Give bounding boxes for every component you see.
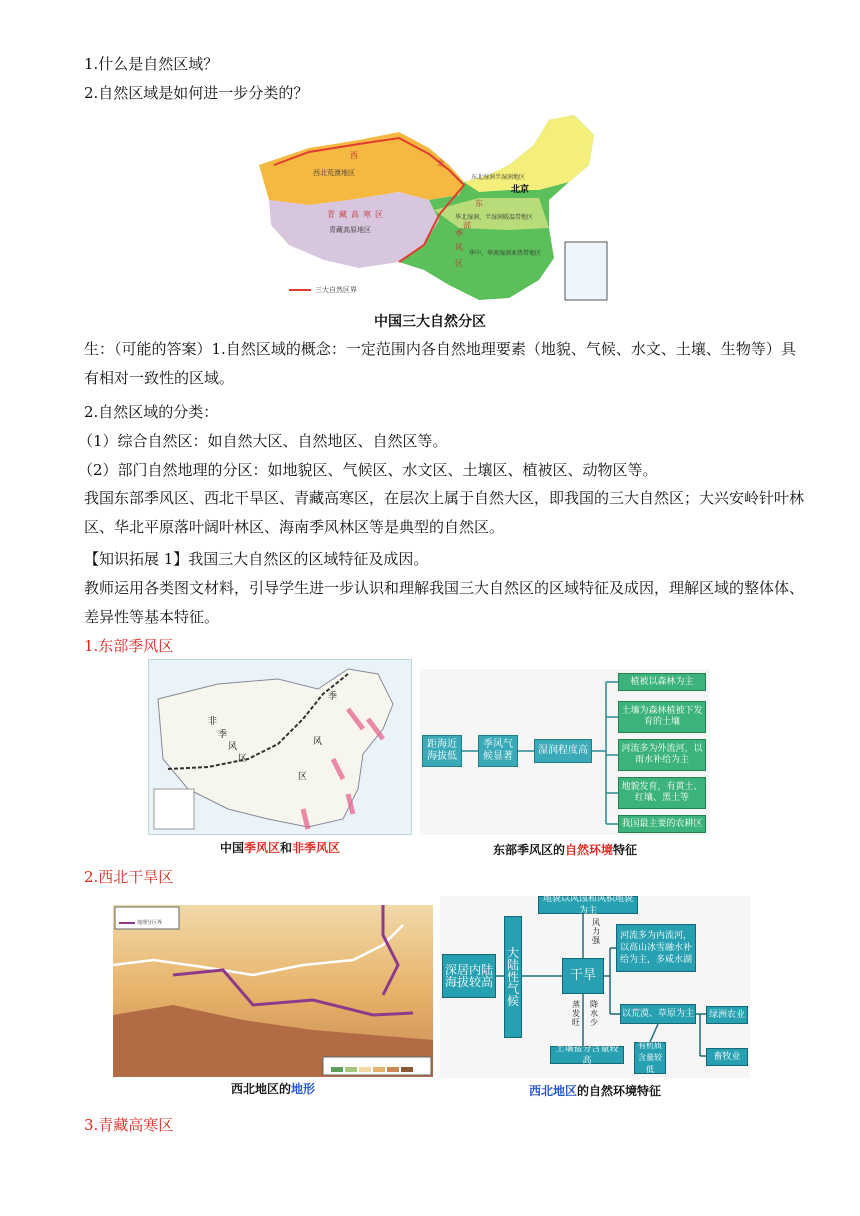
flow-arrows [440, 896, 750, 1078]
legend-label: 三大自然区界 [315, 286, 357, 294]
map-label: 华中、华南湿润亚热带地区 [469, 250, 542, 257]
map-label: 北 [437, 159, 445, 168]
flow-output: 河流多为外流河，以雨水补给为主 [618, 739, 706, 771]
flow-edge-label: 风力强 [592, 918, 600, 945]
flow-output: 有机质含量较低 [634, 1042, 666, 1074]
answer-paragraph: 生：（可能的答案）1.自然区域的概念：一定范围内各自然地理要素（地貌、气候、水文、土壤、生物等）具有相对一致性的区域。 [84, 340, 796, 387]
map-label: 东北湿润半湿润地区 [471, 174, 526, 181]
map-label: 部 [463, 221, 471, 230]
map-label: 区 [455, 259, 463, 268]
section-heading: 2.西北干旱区 [84, 868, 174, 886]
map-label: 东 [475, 199, 483, 208]
question-2: 2.自然区域是如何进一步分类的？ [84, 84, 309, 102]
flow-edge-label: 降水少 [590, 1000, 598, 1027]
map-caption: 西北地区的地形 [230, 1082, 316, 1096]
answer-paragraph: 我国东部季风区、西北干旱区、青藏高寒区，在层次上属于自然大区，即我国的三大自然区；大兴安岭针叶林区、华北平原落叶阔叶林区、海南季风林区等是典型的自然区。 [84, 489, 805, 536]
legend-label: 地理分区界 [137, 920, 163, 926]
flow-node: 干旱 [562, 958, 604, 994]
map-label: 青藏高寒区 [327, 210, 387, 219]
flow-node: 湿润程度高 [534, 739, 592, 763]
map-label: 区 [298, 772, 308, 782]
map-label: 西 [350, 151, 358, 160]
map-label: 青藏高原地区 [329, 226, 371, 234]
monsoon-flowchart [420, 669, 710, 859]
map-label: 风 [313, 737, 323, 747]
answer-paragraph: 【知识拓展 1】我国三大自然区的区域特征及成因。 [84, 550, 429, 568]
flow-edge-label: 蒸发旺 [572, 1000, 580, 1027]
monsoon-region-map [148, 659, 412, 859]
flow-node: 距海近海拔低 [422, 735, 462, 767]
flow-caption: 西北地区的自然环境特征 [528, 1084, 662, 1098]
map-label: 风 [228, 742, 238, 752]
map-label: 非 [208, 717, 218, 727]
map-caption: 中国季风区和非季风区 [219, 841, 341, 855]
flow-node: 深居内陆海拔较高 [442, 954, 496, 998]
flow-output: 我国最主要的农耕区 [618, 815, 706, 833]
map-graphic [148, 659, 412, 835]
flow-output: 植被以森林为主 [618, 673, 706, 691]
map-caption: 中国三大自然分区 [374, 314, 486, 330]
northwest-terrain-map [113, 905, 433, 1097]
section-heading: 3.青藏高寒区 [84, 1116, 174, 1134]
map-label: 风 [455, 243, 463, 252]
map-label: 西北荒漠地区 [313, 169, 355, 177]
flow-output: 以荒漠、草原为主 [620, 1004, 696, 1024]
flow-node: 大陆性气候 [504, 916, 522, 1038]
map-label: 华北湿润、半湿润暖温带地区 [455, 214, 534, 221]
map-label: 季 [455, 229, 463, 238]
map-label: 区 [238, 754, 248, 764]
flow-output: 畜牧业 [706, 1048, 748, 1066]
northwest-flowchart [440, 896, 750, 1100]
flow-output: 河流多为内流河，以高山冰雪融水补给为主，多咸水湖 [616, 924, 696, 972]
map-label: 季 [328, 692, 338, 702]
flow-node: 季风气候显著 [478, 735, 518, 767]
flow-output: 绿洲农业 [706, 1006, 748, 1024]
answer-paragraph: （1）综合自然区：如自然大区、自然地区、自然区等。 [78, 432, 448, 450]
flow-output: 土壤盐分含量较高 [550, 1046, 624, 1064]
flow-output: 土壤为森林植被下发育的土壤 [618, 701, 706, 733]
map-graphic [113, 905, 433, 1077]
china-natural-regions-map [249, 110, 611, 330]
flow-caption: 东部季风区的自然环境特征 [492, 843, 638, 857]
map-graphic [249, 110, 611, 310]
map-label: 北京 [511, 185, 530, 195]
flow-output: 地貌发育，有黄土、红壤、黑土等 [618, 777, 706, 809]
flow-output: 地貌以风蚀和风积地貌为主 [538, 896, 638, 914]
section-heading: 1.东部季风区 [84, 637, 174, 655]
question-1: 1.什么是自然区域？ [84, 55, 219, 73]
answer-paragraph: 教师运用各类图文材料，引导学生进一步认识和理解我国三大自然区的区域特征及成因，理解区域的整体体、差异性等基本特征。 [84, 579, 805, 626]
answer-paragraph: 2.自然区域的分类： [84, 403, 219, 421]
flow-arrows [420, 669, 710, 835]
map-label: 季 [218, 730, 228, 740]
answer-paragraph: （2）部门自然地理的分区：如地貌区、气候区、水文区、土壤区、植被区、动物区等。 [78, 461, 658, 479]
